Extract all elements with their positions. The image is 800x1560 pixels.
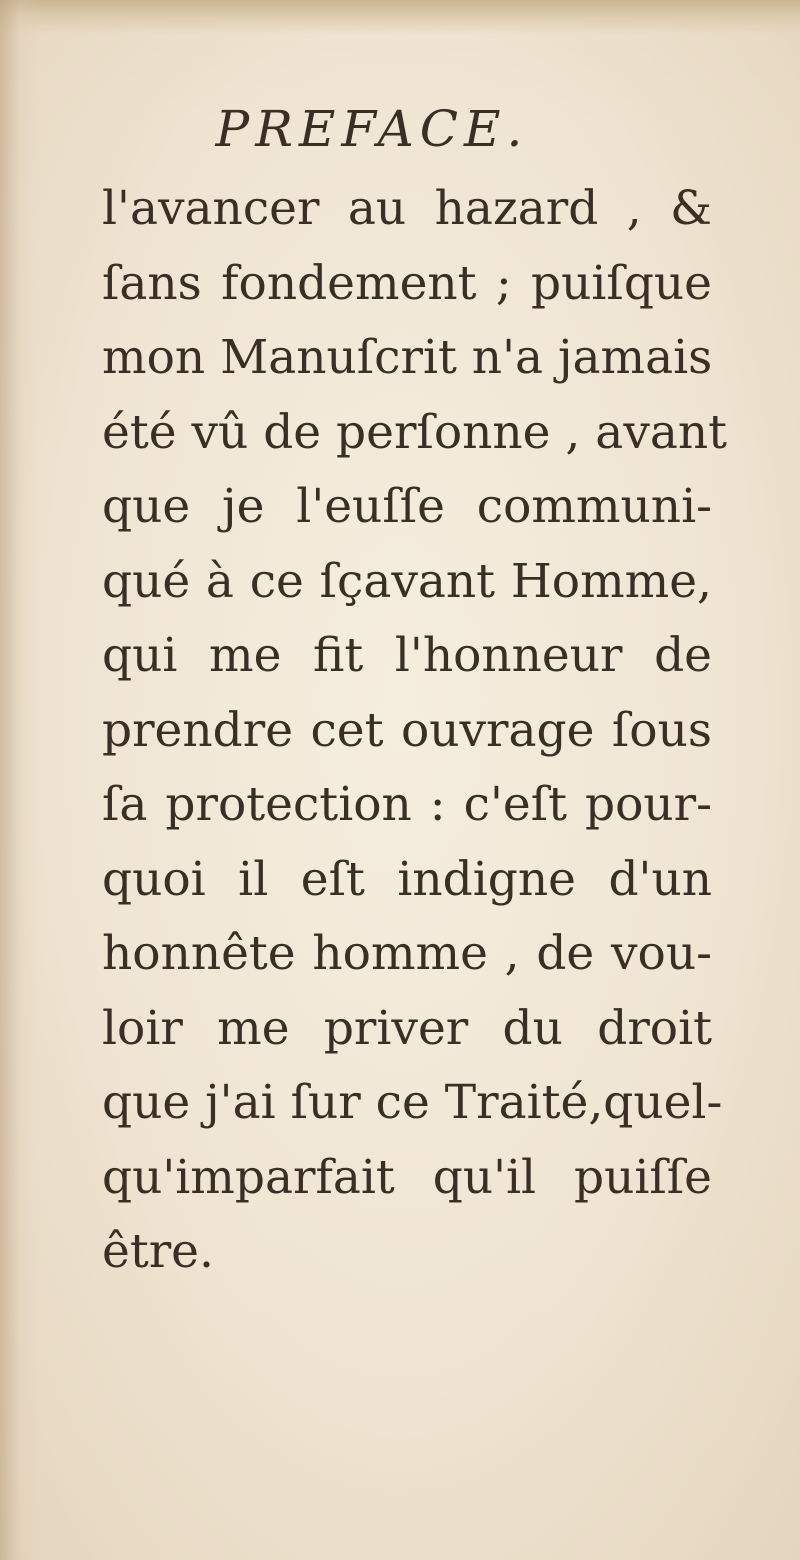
text-line: être. [102, 1224, 214, 1279]
text-line: quoi il eſt indigne d'un [102, 851, 712, 907]
page-header [0, 100, 800, 158]
text-line: honnête homme , de vou- [102, 926, 712, 981]
page-top-edge [0, 0, 800, 34]
text-line: qué à ce ſçavant Homme, [102, 553, 712, 609]
page-binding-edge [0, 0, 40, 1560]
text-line: qui me fit l'honneur de [102, 628, 712, 683]
text-line: été vû de perſonne , avant [102, 404, 728, 460]
text-line: que j'ai ſur ce Traité,quel- [102, 1075, 723, 1130]
text-line: qu'imparfait qu'il puiſſe [102, 1149, 712, 1205]
text-line: l'avancer au hazard , & [102, 181, 712, 236]
running-head: PREFACE. [215, 100, 529, 158]
body-text [102, 172, 728, 1290]
text-line: que je l'euſſe communi- [102, 479, 712, 534]
text-line: prendre cet ouvrage ſous [102, 702, 712, 758]
text-line: ſans fondement ; puiſque [102, 255, 712, 311]
text-line: ſa protection : c'eſt pour- [102, 777, 712, 832]
text-line: mon Manuſcrit n'a jamais [102, 330, 713, 385]
text-line: loir me priver du droit [102, 1000, 712, 1056]
